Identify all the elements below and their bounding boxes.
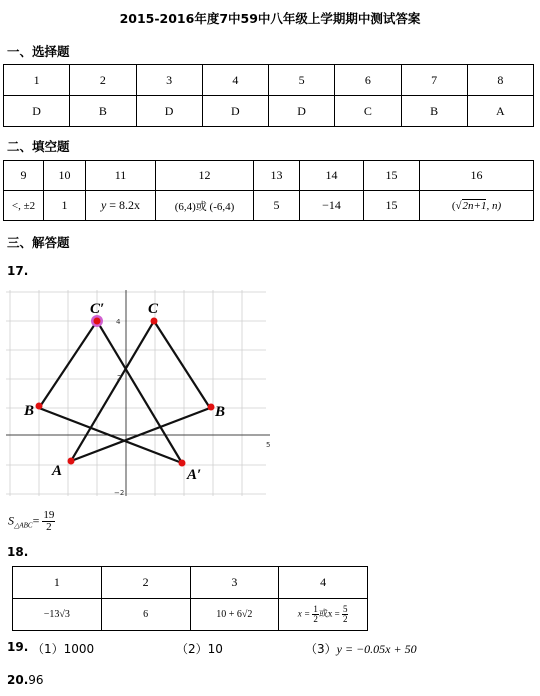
tick-5: 5 (266, 441, 271, 449)
tick-4: 4 (116, 318, 121, 326)
label-c-prime: C′ (90, 301, 105, 317)
choice-num-7: 7 (401, 65, 467, 96)
label-a: A (52, 463, 63, 479)
fill-ans-12: (6,4)或 (-6,4) (156, 191, 254, 221)
area-equals: = (32, 513, 40, 528)
q18-num-3: 3 (190, 567, 279, 599)
fill-ans-9: <, ±2 (4, 191, 44, 221)
choice-num-1: 1 (4, 65, 70, 96)
choice-num-6: 6 (335, 65, 401, 96)
fill-num-12: 12 (156, 161, 254, 191)
q19-part-2: （2）10 (176, 642, 223, 656)
page-title: 2015-2016年度7中59中八年级上学期期中测试答案 (119, 11, 421, 26)
q18-num-2: 2 (101, 567, 190, 599)
fill-ans-13: 5 (254, 191, 300, 221)
area-symbol: S (8, 513, 14, 528)
q18-label: 18. (7, 545, 29, 559)
fill-num-11: 11 (86, 161, 156, 191)
q19-part-3-label: （3） (305, 642, 337, 656)
label-b-left: B (24, 403, 35, 419)
fill-ans-16-root: 2n+1 (462, 199, 487, 212)
tick-neg-2: −2 (114, 489, 125, 497)
choice-num-2: 2 (70, 65, 136, 96)
q18-ans-4-x1: x = (297, 608, 313, 619)
q18-num-1: 1 (13, 567, 102, 599)
label-c: C (148, 301, 159, 317)
point-a (68, 458, 75, 465)
choice-ans-6: C (335, 96, 401, 127)
q19-part-3-expr: y = −0.05x + 50 (336, 642, 417, 656)
fill-ans-11 (86, 191, 156, 221)
choice-ans-7: B (401, 96, 467, 127)
fill-num-15: 15 (364, 161, 420, 191)
q18-ans-1: −13√3 (13, 599, 102, 631)
fill-ans-16-open: ( (451, 199, 456, 212)
q18-ans-4 (279, 599, 368, 631)
fill-ans-11-lhs: y (100, 198, 107, 212)
q20-answer (7, 673, 44, 687)
choice-ans-2: B (70, 96, 136, 127)
q17-coordinate-graph (4, 288, 276, 500)
fill-ans-16 (420, 191, 534, 221)
area-fraction (42, 510, 55, 533)
point-b-left (36, 403, 43, 410)
q20-label: 20. (7, 673, 29, 687)
fill-ans-16-close: , n) (486, 199, 502, 212)
area-denominator: 2 (46, 521, 52, 533)
choice-num-8: 8 (467, 65, 533, 96)
q17-label: 17. (7, 264, 29, 278)
q18-ans-4-frac2 (342, 605, 349, 624)
q18-answer-table (12, 566, 368, 631)
triangle-abc-reflected (71, 321, 210, 461)
point-c (151, 318, 158, 325)
choice-num-5: 5 (269, 65, 335, 96)
label-b-right: B (215, 404, 226, 420)
q18-ans-2: 6 (101, 599, 190, 631)
point-b-right (208, 404, 215, 411)
q18-ans-4-den2: 2 (342, 614, 348, 624)
fill-ans-15: 15 (364, 191, 420, 221)
fill-ans-10: 1 (44, 191, 86, 221)
section-solve-heading: 三、解答题 (7, 235, 70, 250)
fill-ans-11-rhs: = 8.2x (106, 198, 141, 212)
area-subscript: △ABC (14, 521, 33, 530)
tick-2: 2 (117, 374, 122, 382)
q19-part-3 (305, 640, 417, 657)
fill-num-14: 14 (300, 161, 364, 191)
choice-ans-3: D (136, 96, 202, 127)
choice-num-4: 4 (202, 65, 268, 96)
q19-part-1: （1）1000 (32, 642, 95, 656)
fill-answer-table (3, 160, 534, 221)
triangle-abc (39, 321, 182, 463)
fill-num-10: 10 (44, 161, 86, 191)
choice-ans-4: D (202, 96, 268, 127)
point-c-prime (94, 318, 101, 325)
section-choice-heading: 一、选择题 (7, 44, 70, 59)
choice-ans-5: D (269, 96, 335, 127)
q17-area-answer (8, 510, 55, 533)
fill-num-16: 16 (420, 161, 534, 191)
choice-ans-8: A (467, 96, 533, 127)
q18-ans-4-num1: 1 (313, 604, 318, 614)
area-numerator: 19 (43, 509, 55, 521)
fill-ans-14: −14 (300, 191, 364, 221)
fill-num-13: 13 (254, 161, 300, 191)
q19-label: 19. (7, 640, 29, 654)
label-a-prime: A′ (187, 467, 202, 483)
q18-ans-4-num2: 5 (342, 604, 348, 614)
q20-value: 96 (28, 673, 44, 687)
choice-ans-1: D (4, 96, 70, 127)
choice-num-3: 3 (136, 65, 202, 96)
graph-grid (6, 290, 266, 496)
sqrt-sign: √ (455, 199, 462, 212)
graph-points (36, 315, 215, 467)
section-fill-heading: 二、填空题 (7, 139, 70, 154)
point-a-prime (179, 460, 186, 467)
choice-answer-table (3, 64, 534, 127)
q18-num-4: 4 (279, 567, 368, 599)
fill-num-9: 9 (4, 161, 44, 191)
q18-ans-3: 10 + 6√2 (190, 599, 279, 631)
q18-ans-4-or: 或x = (318, 608, 342, 619)
q18-ans-4-den1: 2 (313, 614, 318, 624)
